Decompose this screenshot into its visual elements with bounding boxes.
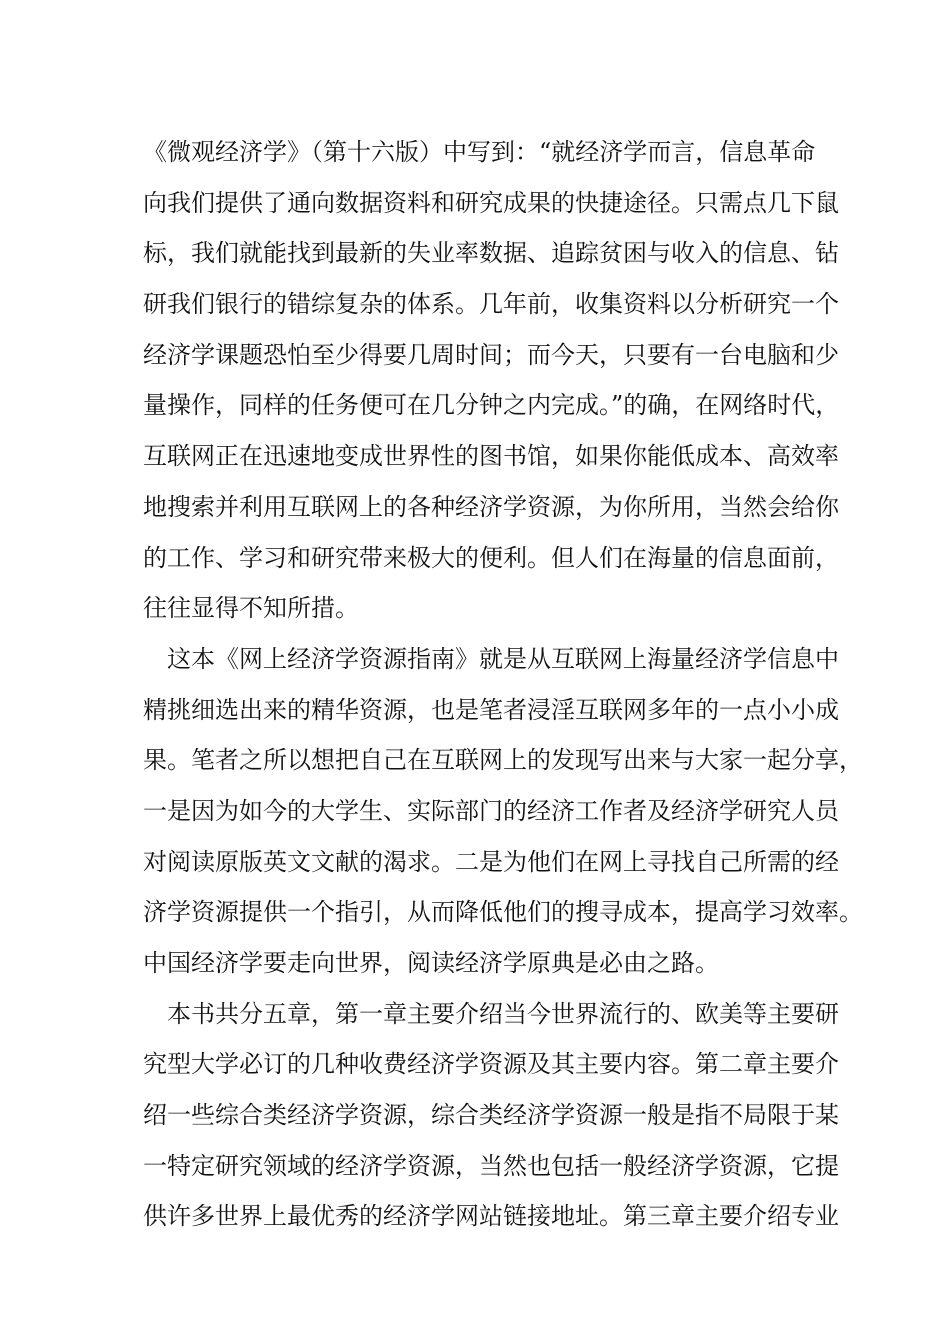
text-line: 往往显得不知所措。 [143,594,359,623]
text-line: 地搜索并利用互联网上的各种经济学资源，为你所用，当然会给你 [143,492,839,521]
body-text [143,134,863,1249]
text-line: 向我们提供了通向数据资料和研究成果的快捷途径。只需点几下鼠 [143,188,839,217]
text-line: 中国经济学要走向世界，阅读经济学原典是必由之路。 [143,949,719,977]
text-line: 供许多世界上最优秀的经济学网站链接地址。第三章主要介绍专业 [143,1202,839,1231]
text-line: 标，我们就能找到最新的失业率数据、追踪贫困与收入的信息、钻 [143,239,839,268]
text-line: 果。笔者之所以想把自己在互联网上的发现写出来与大家一起分享， [143,746,863,775]
text-line: 的工作、学习和研究带来极大的便利。但人们在海量的信息面前， [143,543,839,572]
text-line: 经济学课题恐怕至少得要几周时间；而今天，只要有一台电脑和少 [143,340,839,369]
text-line: 济学资源提供一个指引，从而降低他们的搜寻成本，提高学习效率。 [143,898,863,927]
text-line: 一是因为如今的大学生、实际部门的经济工作者及经济学研究人员 [143,796,839,825]
text-line: 究型大学必订的几种收费经济学资源及其主要内容。第二章主要介 [143,1050,839,1079]
text-line: 互联网正在迅速地变成世界性的图书馆，如果你能低成本、高效率 [143,442,839,471]
text-line: 《微观经济学》（第十六版）中写到：“就经济学而言，信息革命 [143,138,816,166]
text-line: 对阅读原版英文文献的渴求。二是为他们在网上寻找自己所需的经 [143,847,839,876]
text-line: 一特定研究领域的经济学资源，当然也包括一般经济学资源，它提 [143,1151,839,1180]
text-line: 绍一些综合类经济学资源，综合类经济学资源一般是指不局限于某 [143,1101,839,1130]
text-line: 量操作，同样的任务便可在几分钟之内完成。”的确，在网络时代， [143,391,840,420]
text-line: 精挑细选出来的精华资源，也是笔者浸淫互联网多年的一点小小成 [143,695,839,724]
text-line: 这本《网上经济学资源指南》就是从互联网上海量经济学信息中 [143,644,839,673]
text-line: 本书共分五章，第一章主要介绍当今世界流行的、欧美等主要研 [143,999,839,1028]
text-line: 研我们银行的错综复杂的体系。几年前，收集资料以分析研究一个 [143,290,839,319]
